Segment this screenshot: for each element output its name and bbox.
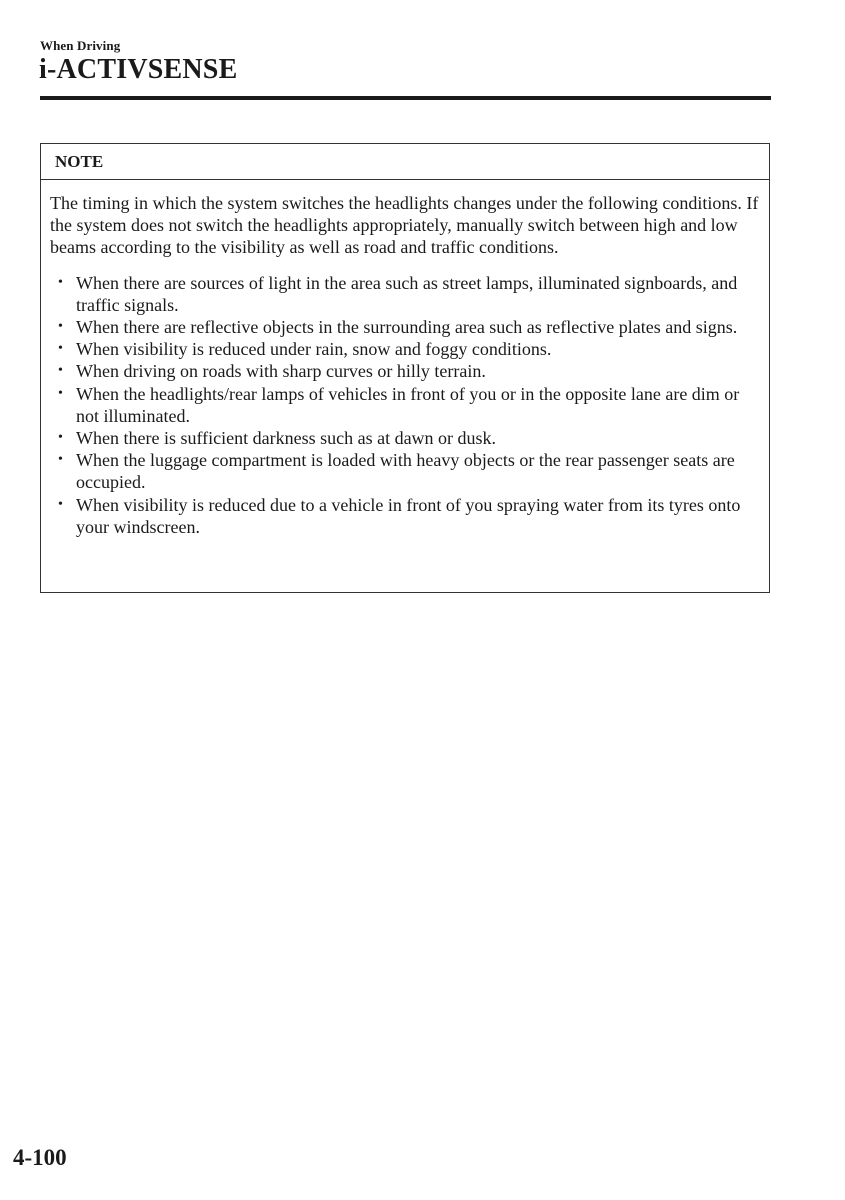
list-item xyxy=(50,383,761,427)
list-item xyxy=(50,272,761,316)
bullet-icon: • xyxy=(58,385,63,401)
bullet-icon: • xyxy=(58,274,63,290)
header-rule xyxy=(40,96,771,100)
list-item xyxy=(50,427,761,449)
list-item xyxy=(50,360,761,382)
list-item xyxy=(50,316,761,338)
list-item xyxy=(50,449,761,493)
bullet-icon: • xyxy=(58,430,63,446)
note-intro: The timing in which the system switches the headlights changes under the following conditions. If the system does not switch the headlights appropriately, manually switch between high and low beams according to the visibility as well as road and traffic conditions. xyxy=(50,193,759,258)
bullet-icon: • xyxy=(58,319,63,335)
list-item-text: When there is sufficient darkness such as at dawn or dusk. xyxy=(76,428,497,449)
bullet-icon: • xyxy=(58,452,63,468)
list-item-text: When the headlights/rear lamps of vehicles in front of you or in the opposite lane are dim or not illuminated. xyxy=(76,383,740,426)
list-item xyxy=(50,494,761,538)
list-item-text: When driving on roads with sharp curves or hilly terrain. xyxy=(76,361,486,382)
note-list xyxy=(50,272,761,538)
list-item-text: When visibility is reduced due to a vehicle in front of you spraying water from its tyres onto your windscreen. xyxy=(76,494,741,537)
bullet-icon: • xyxy=(58,341,63,357)
section-label: When Driving xyxy=(40,38,121,53)
chapter-title: i-ACTIVSENSE xyxy=(39,54,238,85)
list-item-text: When there are sources of light in the area such as street lamps, illuminated signboards, and traffic signals. xyxy=(76,272,738,315)
note-heading: NOTE xyxy=(41,144,769,180)
note-body xyxy=(41,180,769,538)
page-number: 4-100 xyxy=(13,1145,67,1170)
list-item-text: When visibility is reduced under rain, snow and foggy conditions. xyxy=(76,339,552,360)
note-box xyxy=(40,143,770,593)
bullet-icon: • xyxy=(58,496,63,512)
list-item-text: When there are reflective objects in the surrounding area such as reflective plates and signs. xyxy=(76,317,738,338)
list-item-text: When the luggage compartment is loaded with heavy objects or the rear passenger seats are occupied. xyxy=(76,450,735,493)
list-item xyxy=(50,338,761,360)
bullet-icon: • xyxy=(58,363,63,379)
